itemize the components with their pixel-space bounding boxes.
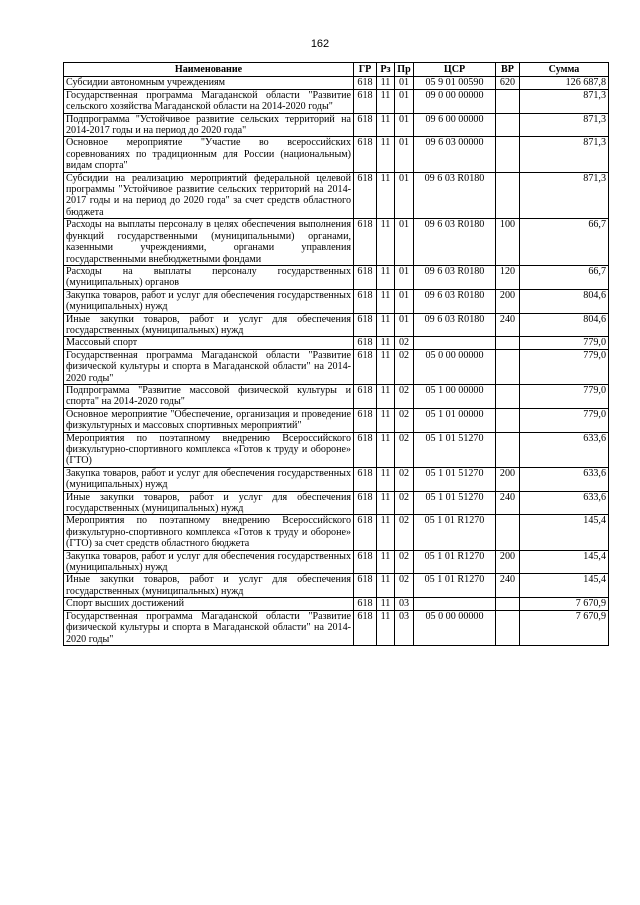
cell-gr: 618	[354, 89, 377, 113]
cell-csr: 09 6 03 R0180	[414, 289, 496, 313]
cell-name: Закупка товаров, работ и услуг для обеспечения государственных (муниципальных) нужд	[64, 289, 354, 313]
cell-csr: 09 0 00 00000	[414, 89, 496, 113]
cell-vr: 240	[496, 313, 520, 337]
cell-pr: 02	[395, 432, 414, 467]
cell-sum: 804,6	[520, 313, 609, 337]
table-row	[64, 384, 609, 408]
cell-gr: 618	[354, 113, 377, 137]
cell-name: Государственная программа Магаданской области "Развитие физической культуры и спорта в Магаданской области" на 2014-2020 годы"	[64, 349, 354, 384]
cell-gr: 618	[354, 491, 377, 515]
cell-sum: 779,0	[520, 408, 609, 432]
cell-pr: 03	[395, 598, 414, 610]
cell-vr	[496, 89, 520, 113]
cell-csr: 05 0 00 00000	[414, 610, 496, 645]
cell-vr: 240	[496, 491, 520, 515]
cell-sum: 871,3	[520, 113, 609, 137]
cell-csr: 09 6 03 R0180	[414, 219, 496, 266]
cell-gr: 618	[354, 515, 377, 550]
cell-gr: 618	[354, 313, 377, 337]
cell-gr: 618	[354, 408, 377, 432]
cell-vr	[496, 515, 520, 550]
cell-gr: 618	[354, 337, 377, 349]
cell-gr: 618	[354, 574, 377, 598]
cell-vr	[496, 384, 520, 408]
cell-name: Основное мероприятие "Участие во всероссийских соревнованиях по традиционным для России (национальным) видам спорта"	[64, 137, 354, 172]
cell-name: Подпрограмма "Развитие массовой физической культуры и спорта" на 2014-2020 годы"	[64, 384, 354, 408]
cell-gr: 618	[354, 289, 377, 313]
header-name: Наименование	[64, 63, 354, 77]
cell-name: Государственная программа Магаданской области "Развитие физической культуры и спорта в Магаданской области" на 2014-2020 годы"	[64, 610, 354, 645]
cell-name: Государственная программа Магаданской области "Развитие сельского хозяйства Магаданской области на 2014-2020 годы"	[64, 89, 354, 113]
table-row	[64, 550, 609, 574]
cell-rz: 11	[377, 313, 395, 337]
cell-name: Закупка товаров, работ и услуг для обеспечения государственных (муниципальных) нужд	[64, 467, 354, 491]
cell-vr: 100	[496, 219, 520, 266]
cell-name: Мероприятия по поэтапному внедрению Всероссийского физкультурно-спортивного комплекса «Готов к труду и обороне» (ГТО) за счет средств областного бюджета	[64, 515, 354, 550]
cell-csr: 09 6 03 R0180	[414, 172, 496, 219]
cell-vr: 200	[496, 550, 520, 574]
cell-csr: 05 0 00 00000	[414, 349, 496, 384]
cell-rz: 11	[377, 219, 395, 266]
cell-sum: 126 687,8	[520, 77, 609, 89]
table-row	[64, 349, 609, 384]
cell-name: Спорт высших достижений	[64, 598, 354, 610]
cell-gr: 618	[354, 265, 377, 289]
cell-vr	[496, 408, 520, 432]
cell-sum: 633,6	[520, 432, 609, 467]
cell-sum: 871,3	[520, 137, 609, 172]
table-row	[64, 289, 609, 313]
cell-sum: 145,4	[520, 515, 609, 550]
table-row	[64, 137, 609, 172]
cell-name: Иные закупки товаров, работ и услуг для обеспечения государственных (муниципальных) нужд	[64, 491, 354, 515]
cell-rz: 11	[377, 610, 395, 645]
cell-gr: 618	[354, 550, 377, 574]
cell-rz: 11	[377, 515, 395, 550]
cell-pr: 01	[395, 113, 414, 137]
cell-rz: 11	[377, 172, 395, 219]
table-row	[64, 515, 609, 550]
cell-vr: 120	[496, 265, 520, 289]
cell-sum: 145,4	[520, 574, 609, 598]
cell-pr: 01	[395, 89, 414, 113]
cell-csr: 09 6 03 00000	[414, 137, 496, 172]
table-row	[64, 467, 609, 491]
cell-pr: 01	[395, 137, 414, 172]
header-row	[64, 63, 609, 77]
cell-pr: 01	[395, 313, 414, 337]
cell-sum: 7 670,9	[520, 598, 609, 610]
cell-pr: 01	[395, 265, 414, 289]
cell-csr: 05 1 00 00000	[414, 384, 496, 408]
header-rz: Рз	[377, 63, 395, 77]
cell-rz: 11	[377, 289, 395, 313]
table-row	[64, 574, 609, 598]
cell-gr: 618	[354, 610, 377, 645]
cell-name: Основное мероприятие "Обеспечение, организация и проведение физкультурных и массовых спортивных мероприятий"	[64, 408, 354, 432]
cell-pr: 02	[395, 515, 414, 550]
cell-name: Субсидии автономным учреждениям	[64, 77, 354, 89]
cell-sum: 66,7	[520, 219, 609, 266]
cell-vr	[496, 598, 520, 610]
cell-csr: 05 1 01 51270	[414, 467, 496, 491]
cell-vr	[496, 113, 520, 137]
cell-sum: 871,3	[520, 89, 609, 113]
header-vr: ВР	[496, 63, 520, 77]
table-row	[64, 219, 609, 266]
cell-name: Иные закупки товаров, работ и услуг для обеспечения государственных (муниципальных) нужд	[64, 313, 354, 337]
cell-rz: 11	[377, 337, 395, 349]
cell-csr: 05 1 01 51270	[414, 432, 496, 467]
cell-gr: 618	[354, 349, 377, 384]
cell-name: Субсидии на реализацию мероприятий федеральной целевой программы "Устойчивое развитие сельских территорий на 2014-2017 годы и на период до 2020 года" за счет средств областного бюджета	[64, 172, 354, 219]
cell-rz: 11	[377, 265, 395, 289]
cell-pr: 03	[395, 610, 414, 645]
cell-name: Иные закупки товаров, работ и услуг для обеспечения государственных (муниципальных) нужд	[64, 574, 354, 598]
cell-csr: 05 1 01 51270	[414, 491, 496, 515]
cell-pr: 01	[395, 289, 414, 313]
cell-csr: 05 1 01 R1270	[414, 515, 496, 550]
cell-rz: 11	[377, 491, 395, 515]
cell-pr: 02	[395, 349, 414, 384]
table-row	[64, 432, 609, 467]
cell-sum: 779,0	[520, 349, 609, 384]
cell-name: Расходы на выплаты персоналу в целях обеспечения выполнения функций государственными (муниципальными) органами, казенными учреждениями, органами управления государственными внебюджетными фондами	[64, 219, 354, 266]
cell-pr: 02	[395, 384, 414, 408]
header-pr: Пр	[395, 63, 414, 77]
cell-name: Мероприятия по поэтапному внедрению Всероссийского физкультурно-спортивного комплекса «Готов к труду и обороне» (ГТО)	[64, 432, 354, 467]
cell-vr	[496, 337, 520, 349]
cell-vr: 620	[496, 77, 520, 89]
page-number: 162	[310, 38, 330, 50]
cell-sum: 145,4	[520, 550, 609, 574]
cell-rz: 11	[377, 408, 395, 432]
cell-sum: 633,6	[520, 467, 609, 491]
cell-pr: 02	[395, 467, 414, 491]
cell-pr: 01	[395, 77, 414, 89]
cell-rz: 11	[377, 113, 395, 137]
cell-rz: 11	[377, 550, 395, 574]
cell-rz: 11	[377, 384, 395, 408]
cell-sum: 804,6	[520, 289, 609, 313]
cell-gr: 618	[354, 219, 377, 266]
cell-name: Подпрограмма "Устойчивое развитие сельских территорий на 2014-2017 годы и на период до 2020 года"	[64, 113, 354, 137]
cell-gr: 618	[354, 137, 377, 172]
cell-vr	[496, 349, 520, 384]
cell-sum: 871,3	[520, 172, 609, 219]
cell-rz: 11	[377, 349, 395, 384]
cell-csr	[414, 598, 496, 610]
cell-csr	[414, 337, 496, 349]
cell-pr: 02	[395, 337, 414, 349]
table-body	[64, 77, 609, 646]
table-row	[64, 491, 609, 515]
cell-vr	[496, 137, 520, 172]
table-row	[64, 337, 609, 349]
cell-gr: 618	[354, 384, 377, 408]
table-row	[64, 313, 609, 337]
cell-sum: 779,0	[520, 337, 609, 349]
cell-vr	[496, 432, 520, 467]
cell-sum: 66,7	[520, 265, 609, 289]
cell-vr: 240	[496, 574, 520, 598]
budget-table	[63, 62, 609, 646]
cell-csr: 05 1 01 00000	[414, 408, 496, 432]
cell-pr: 02	[395, 574, 414, 598]
cell-rz: 11	[377, 467, 395, 491]
cell-vr	[496, 610, 520, 645]
cell-name: Расходы на выплаты персоналу государственных (муниципальных) органов	[64, 265, 354, 289]
table-row	[64, 89, 609, 113]
cell-csr: 05 1 01 R1270	[414, 574, 496, 598]
cell-name: Закупка товаров, работ и услуг для обеспечения государственных (муниципальных) нужд	[64, 550, 354, 574]
cell-csr: 09 6 03 R0180	[414, 313, 496, 337]
cell-pr: 01	[395, 172, 414, 219]
cell-sum: 7 670,9	[520, 610, 609, 645]
header-csr: ЦСР	[414, 63, 496, 77]
cell-gr: 618	[354, 598, 377, 610]
cell-pr: 02	[395, 408, 414, 432]
cell-rz: 11	[377, 137, 395, 172]
table-row	[64, 610, 609, 645]
cell-csr: 05 1 01 R1270	[414, 550, 496, 574]
cell-gr: 618	[354, 172, 377, 219]
table-row	[64, 172, 609, 219]
cell-pr: 01	[395, 219, 414, 266]
table-row	[64, 408, 609, 432]
table-row	[64, 598, 609, 610]
table-row	[64, 265, 609, 289]
cell-gr: 618	[354, 432, 377, 467]
cell-gr: 618	[354, 77, 377, 89]
cell-vr: 200	[496, 289, 520, 313]
cell-rz: 11	[377, 89, 395, 113]
cell-rz: 11	[377, 574, 395, 598]
cell-rz: 11	[377, 77, 395, 89]
header-sum: Сумма	[520, 63, 609, 77]
cell-pr: 02	[395, 491, 414, 515]
cell-vr: 200	[496, 467, 520, 491]
table-row	[64, 113, 609, 137]
cell-name: Массовый спорт	[64, 337, 354, 349]
cell-rz: 11	[377, 598, 395, 610]
cell-rz: 11	[377, 432, 395, 467]
cell-pr: 02	[395, 550, 414, 574]
cell-vr	[496, 172, 520, 219]
header-gr: ГР	[354, 63, 377, 77]
cell-csr: 09 6 03 R0180	[414, 265, 496, 289]
cell-csr: 09 6 00 00000	[414, 113, 496, 137]
cell-sum: 633,6	[520, 491, 609, 515]
cell-sum: 779,0	[520, 384, 609, 408]
cell-csr: 05 9 01 00590	[414, 77, 496, 89]
cell-gr: 618	[354, 467, 377, 491]
table-row	[64, 77, 609, 89]
